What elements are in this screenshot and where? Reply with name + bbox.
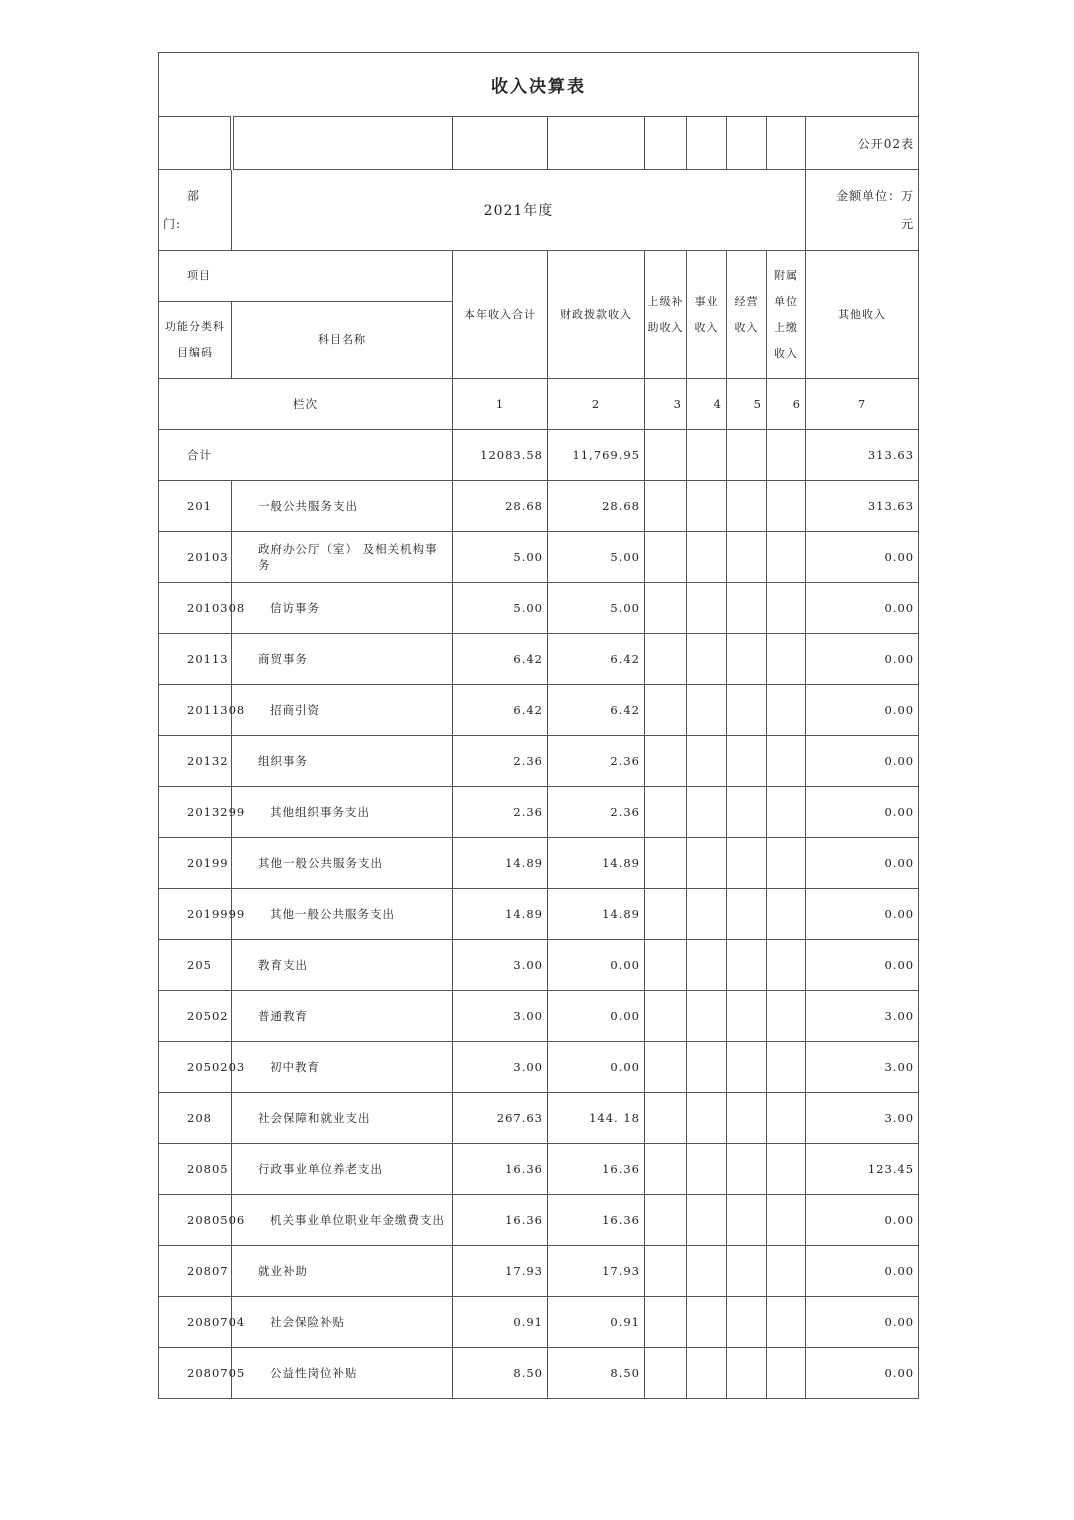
table-row <box>159 1348 919 1399</box>
empty-cell <box>645 685 687 736</box>
row-total: 28.68 <box>453 481 548 532</box>
empty-cell <box>727 736 767 787</box>
row-other: 0.00 <box>806 1195 919 1246</box>
empty-cell <box>645 787 687 838</box>
row-other: 0.00 <box>806 634 919 685</box>
header-other: 其他收入 <box>806 251 919 379</box>
empty-cell <box>727 991 767 1042</box>
row-subject-name: 信访事务 <box>232 583 453 634</box>
column-number: 2 <box>548 379 645 430</box>
header-project: 项目 <box>159 251 453 302</box>
row-code: 2080705 <box>159 1348 232 1399</box>
empty-cell <box>767 838 806 889</box>
table-title: 收入决算表 <box>159 53 919 117</box>
empty-cell <box>767 634 806 685</box>
row-fiscal: 0.00 <box>548 991 645 1042</box>
row-fiscal: 5.00 <box>548 532 645 583</box>
row-subject-name: 招商引资 <box>232 685 453 736</box>
row-code: 2019999 <box>159 889 232 940</box>
row-other: 0.00 <box>806 787 919 838</box>
blank-cell <box>548 117 645 170</box>
empty-cell <box>767 1348 806 1399</box>
empty-cell <box>687 736 727 787</box>
row-fiscal: 28.68 <box>548 481 645 532</box>
row-code: 20502 <box>159 991 232 1042</box>
row-subject-name: 行政事业单位养老支出 <box>232 1144 453 1195</box>
row-fiscal: 5.00 <box>548 583 645 634</box>
empty-cell <box>727 787 767 838</box>
row-total: 8.50 <box>453 1348 548 1399</box>
empty-cell <box>687 787 727 838</box>
row-code: 2010308 <box>159 583 232 634</box>
row-total: 5.00 <box>453 583 548 634</box>
empty-cell <box>727 634 767 685</box>
empty-cell <box>645 430 687 481</box>
summary-fiscal: 11,769.95 <box>548 430 645 481</box>
column-number: 3 <box>645 379 687 430</box>
row-total: 2.36 <box>453 787 548 838</box>
table-row <box>159 940 919 991</box>
table-row <box>159 685 919 736</box>
row-subject-name: 普通教育 <box>232 991 453 1042</box>
amount-unit-line1: 金额单位：万 <box>836 189 915 203</box>
row-code: 2011308 <box>159 685 232 736</box>
summary-label: 合计 <box>159 430 453 481</box>
row-other: 0.00 <box>806 1297 919 1348</box>
empty-cell <box>767 940 806 991</box>
row-other: 0.00 <box>806 940 919 991</box>
empty-cell <box>767 583 806 634</box>
row-subject-name: 其他组织事务支出 <box>232 787 453 838</box>
row-subject-name: 其他一般公共服务支出 <box>232 889 453 940</box>
row-subject-name: 初中教育 <box>232 1042 453 1093</box>
blank-cell <box>767 117 806 170</box>
empty-cell <box>727 1348 767 1399</box>
amount-unit-line2: 元 <box>901 217 915 231</box>
empty-cell <box>767 1297 806 1348</box>
empty-cell <box>727 889 767 940</box>
row-fiscal: 16.36 <box>548 1144 645 1195</box>
summary-other: 313.63 <box>806 430 919 481</box>
empty-cell <box>767 481 806 532</box>
row-other: 3.00 <box>806 991 919 1042</box>
column-number-label: 栏次 <box>159 379 453 430</box>
row-code: 205 <box>159 940 232 991</box>
column-number: 6 <box>767 379 806 430</box>
row-other: 0.00 <box>806 685 919 736</box>
blank-cell <box>687 117 727 170</box>
empty-cell <box>727 1042 767 1093</box>
table-row <box>159 787 919 838</box>
department-label-line1: 部 <box>187 189 201 203</box>
empty-cell <box>645 532 687 583</box>
empty-cell <box>687 991 727 1042</box>
empty-cell <box>645 481 687 532</box>
row-code: 2013299 <box>159 787 232 838</box>
empty-cell <box>645 1297 687 1348</box>
column-number: 5 <box>727 379 767 430</box>
row-subject-name: 就业补助 <box>232 1246 453 1297</box>
row-other: 0.00 <box>806 838 919 889</box>
empty-cell <box>767 1246 806 1297</box>
row-fiscal: 17.93 <box>548 1246 645 1297</box>
empty-cell <box>645 1042 687 1093</box>
empty-cell <box>687 1042 727 1093</box>
row-subject-name: 社会保障和就业支出 <box>232 1093 453 1144</box>
row-subject-name: 公益性岗位补贴 <box>232 1348 453 1399</box>
empty-cell <box>767 1195 806 1246</box>
income-final-accounts-table <box>158 52 919 1399</box>
column-number: 4 <box>687 379 727 430</box>
form-number: 公开02表 <box>806 117 919 170</box>
empty-cell <box>645 1348 687 1399</box>
empty-cell <box>687 1093 727 1144</box>
table-row <box>159 889 919 940</box>
table-row <box>159 532 919 583</box>
row-code: 20199 <box>159 838 232 889</box>
empty-cell <box>687 889 727 940</box>
row-other: 0.00 <box>806 583 919 634</box>
empty-cell <box>687 685 727 736</box>
row-total: 16.36 <box>453 1195 548 1246</box>
empty-cell <box>687 1348 727 1399</box>
row-subject-name: 一般公共服务支出 <box>232 481 453 532</box>
empty-cell <box>645 991 687 1042</box>
blank-cell <box>232 117 453 170</box>
empty-cell <box>645 1246 687 1297</box>
empty-cell <box>645 838 687 889</box>
row-fiscal: 6.42 <box>548 685 645 736</box>
row-total: 0.91 <box>453 1297 548 1348</box>
empty-cell <box>687 583 727 634</box>
row-fiscal: 2.36 <box>548 736 645 787</box>
empty-cell <box>687 1297 727 1348</box>
department-label <box>159 170 232 251</box>
header-func-code: 功能分类科目编码 <box>159 302 232 379</box>
row-code: 20805 <box>159 1144 232 1195</box>
row-total: 3.00 <box>453 940 548 991</box>
blank-cell <box>159 117 232 170</box>
header-fiscal: 财政拨款收入 <box>548 251 645 379</box>
row-fiscal: 14.89 <box>548 889 645 940</box>
row-fiscal: 144. 18 <box>548 1093 645 1144</box>
table-row <box>159 736 919 787</box>
column-number: 1 <box>453 379 548 430</box>
row-total: 2.36 <box>453 736 548 787</box>
empty-cell <box>645 940 687 991</box>
empty-cell <box>767 430 806 481</box>
empty-cell <box>767 532 806 583</box>
empty-cell <box>767 1042 806 1093</box>
empty-cell <box>767 736 806 787</box>
empty-cell <box>727 838 767 889</box>
header-affiliate: 附属单位上缴收入 <box>767 251 806 379</box>
header-subject-name: 科目名称 <box>232 302 453 379</box>
empty-cell <box>645 889 687 940</box>
empty-cell <box>727 481 767 532</box>
row-subject-name: 教育支出 <box>232 940 453 991</box>
row-total: 17.93 <box>453 1246 548 1297</box>
row-subject-name: 政府办公厅（室） 及相关机构事务 <box>232 532 453 583</box>
empty-cell <box>687 1144 727 1195</box>
empty-cell <box>687 634 727 685</box>
row-fiscal: 14.89 <box>548 838 645 889</box>
row-total: 3.00 <box>453 991 548 1042</box>
row-code: 2080506 <box>159 1195 232 1246</box>
summary-total: 12083.58 <box>453 430 548 481</box>
table-row <box>159 634 919 685</box>
empty-cell <box>767 889 806 940</box>
header-superior: 上级补助收入 <box>645 251 687 379</box>
row-code: 208 <box>159 1093 232 1144</box>
column-number: 7 <box>806 379 919 430</box>
empty-cell <box>727 532 767 583</box>
row-code: 20807 <box>159 1246 232 1297</box>
empty-cell <box>645 736 687 787</box>
row-total: 6.42 <box>453 685 548 736</box>
table-row <box>159 1297 919 1348</box>
empty-cell <box>727 940 767 991</box>
row-fiscal: 6.42 <box>548 634 645 685</box>
empty-cell <box>645 634 687 685</box>
table-row <box>159 1195 919 1246</box>
row-other: 3.00 <box>806 1042 919 1093</box>
empty-cell <box>767 1093 806 1144</box>
row-code: 20113 <box>159 634 232 685</box>
empty-cell <box>687 1246 727 1297</box>
empty-cell <box>645 1195 687 1246</box>
row-total: 14.89 <box>453 889 548 940</box>
empty-cell <box>767 685 806 736</box>
row-fiscal: 0.00 <box>548 940 645 991</box>
blank-cell <box>727 117 767 170</box>
department-label-line2: 门: <box>163 217 182 231</box>
row-total: 267.63 <box>453 1093 548 1144</box>
empty-cell <box>645 583 687 634</box>
empty-cell <box>767 1144 806 1195</box>
header-business: 事业收入 <box>687 251 727 379</box>
row-fiscal: 8.50 <box>548 1348 645 1399</box>
row-code: 20132 <box>159 736 232 787</box>
empty-cell <box>727 1297 767 1348</box>
blank-cell <box>645 117 687 170</box>
fiscal-year: 2021年度 <box>232 170 806 251</box>
row-fiscal: 0.91 <box>548 1297 645 1348</box>
empty-cell <box>727 430 767 481</box>
empty-cell <box>687 481 727 532</box>
row-code: 20103 <box>159 532 232 583</box>
table-row <box>159 1246 919 1297</box>
row-other: 0.00 <box>806 1246 919 1297</box>
row-other: 0.00 <box>806 1348 919 1399</box>
empty-cell <box>727 1093 767 1144</box>
amount-unit <box>806 170 919 251</box>
empty-cell <box>687 532 727 583</box>
table-row <box>159 1042 919 1093</box>
row-fiscal: 2.36 <box>548 787 645 838</box>
empty-cell <box>645 1144 687 1195</box>
empty-cell <box>645 1093 687 1144</box>
empty-cell <box>687 838 727 889</box>
empty-cell <box>767 787 806 838</box>
table-row <box>159 838 919 889</box>
row-code: 201 <box>159 481 232 532</box>
row-total: 3.00 <box>453 1042 548 1093</box>
row-subject-name: 商贸事务 <box>232 634 453 685</box>
row-code: 2080704 <box>159 1297 232 1348</box>
header-total: 本年收入合计 <box>453 251 548 379</box>
row-subject-name: 组织事务 <box>232 736 453 787</box>
empty-cell <box>727 1246 767 1297</box>
table-row <box>159 1144 919 1195</box>
row-subject-name: 其他一般公共服务支出 <box>232 838 453 889</box>
row-other: 123.45 <box>806 1144 919 1195</box>
row-total: 5.00 <box>453 532 548 583</box>
empty-cell <box>687 1195 727 1246</box>
table-row <box>159 481 919 532</box>
empty-cell <box>687 430 727 481</box>
row-total: 16.36 <box>453 1144 548 1195</box>
row-total: 6.42 <box>453 634 548 685</box>
table-row <box>159 583 919 634</box>
row-fiscal: 16.36 <box>548 1195 645 1246</box>
row-code: 2050203 <box>159 1042 232 1093</box>
header-operation: 经营收入 <box>727 251 767 379</box>
empty-cell <box>727 583 767 634</box>
row-other: 3.00 <box>806 1093 919 1144</box>
row-subject-name: 社会保险补贴 <box>232 1297 453 1348</box>
empty-cell <box>727 685 767 736</box>
row-other: 0.00 <box>806 889 919 940</box>
blank-cell <box>453 117 548 170</box>
row-fiscal: 0.00 <box>548 1042 645 1093</box>
row-other: 313.63 <box>806 481 919 532</box>
row-subject-name: 机关事业单位职业年金缴费支出 <box>232 1195 453 1246</box>
empty-cell <box>727 1144 767 1195</box>
row-total: 14.89 <box>453 838 548 889</box>
row-other: 0.00 <box>806 736 919 787</box>
summary-row <box>159 430 919 481</box>
row-other: 0.00 <box>806 532 919 583</box>
empty-cell <box>767 991 806 1042</box>
table-row <box>159 991 919 1042</box>
table-row <box>159 1093 919 1144</box>
empty-cell <box>727 1195 767 1246</box>
empty-cell <box>687 940 727 991</box>
